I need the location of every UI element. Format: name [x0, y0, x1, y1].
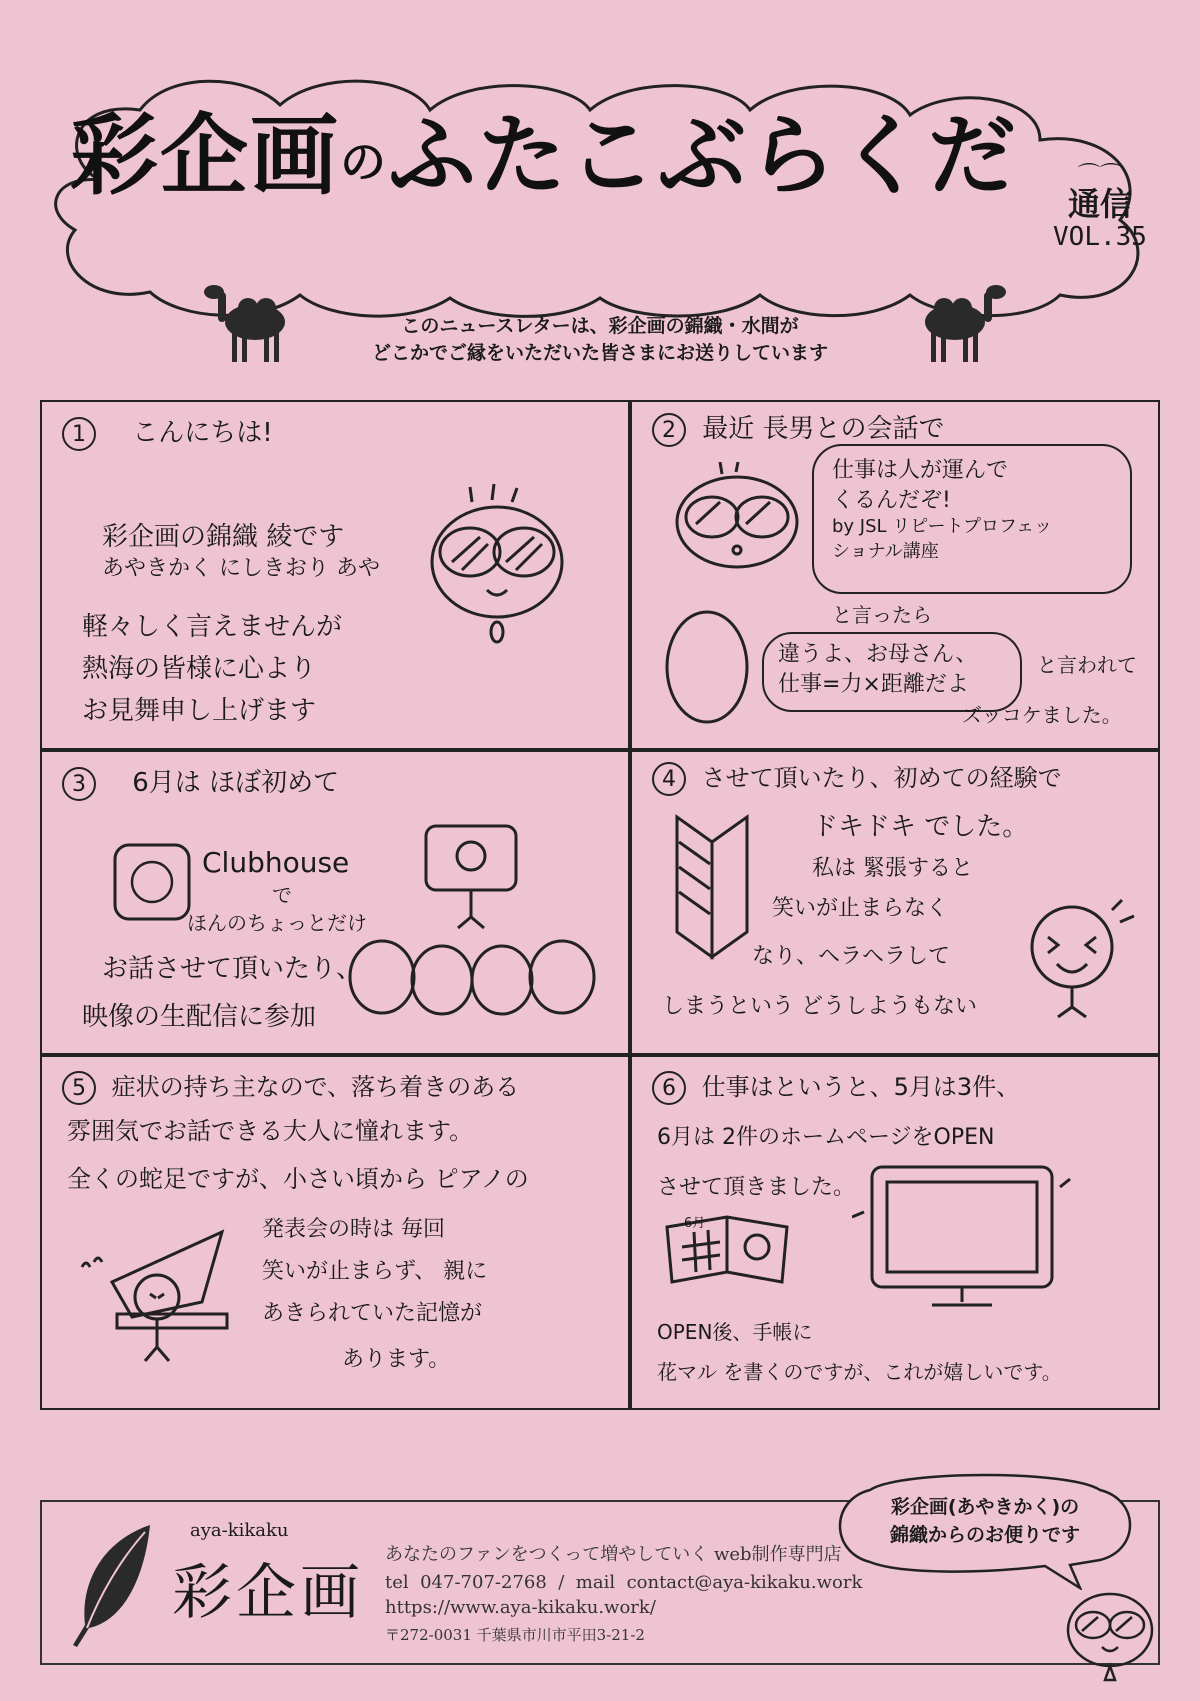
mail-label: mail [575, 1572, 616, 1593]
panel-line: Clubhouse [202, 846, 350, 879]
bubble-line: ショナル講座 [832, 540, 939, 562]
laughing-face-icon [1012, 892, 1142, 1022]
camel-icon [910, 280, 1010, 370]
website-url[interactable]: https://www.aya-kikaku.work/ [385, 1597, 656, 1618]
panel-line: あきられていた記憶が [262, 1301, 483, 1326]
panel-line: 6月は ほぼ初めて [132, 768, 340, 798]
title-rest: ふたこぶらくだ [388, 104, 1019, 207]
panel-line: 映像の生配信に参加 [82, 1002, 317, 1032]
panel-line: こんにちは! [132, 418, 273, 448]
camera-icon [422, 822, 522, 932]
panel-line: 発表会の時は 毎回 [262, 1217, 445, 1242]
bubble-line: by JSL リピートプロフェッ [832, 516, 1053, 538]
footer-tagline: あなたのファンをつくって増やしていく web制作専門店 [385, 1544, 842, 1565]
newsletter-title [70, 104, 1030, 207]
beginner-mark-icon [667, 812, 757, 962]
brand-romaji: aya-kikaku [190, 1520, 289, 1541]
tsushin-label: 通信 [1067, 185, 1132, 223]
tel-number[interactable]: 047-707-2768 [420, 1572, 547, 1593]
panel-line: しまうという どうしようもない [662, 994, 977, 1019]
speech-line: 錦織からのお便りです [889, 1523, 1080, 1546]
panel-line: 笑いが止まらず、 親に [262, 1259, 488, 1284]
bubble-line: 仕事は人が運んで [832, 458, 1009, 483]
panel-number: 1 [62, 417, 96, 451]
panel-2 [630, 400, 1160, 750]
panel-6 [630, 1055, 1160, 1410]
panel-4 [630, 750, 1160, 1055]
camel-icon [200, 280, 300, 370]
panel-line: で [272, 883, 292, 907]
footer-speech [840, 1478, 1130, 1570]
panel-5 [40, 1055, 630, 1410]
panel-line: 全くの蛇足ですが、小さい頃から ピアノの [67, 1165, 529, 1193]
panel-line: お見舞申し上げます [82, 696, 317, 726]
intro-text [290, 313, 910, 366]
brand-name: 彩企画 [172, 1558, 364, 1628]
panel-line: あります。 [342, 1347, 451, 1372]
comic-grid [40, 400, 1160, 1410]
tel-label: tel [385, 1572, 409, 1593]
panel-line: 6月は 2件のホームページをOPEN [657, 1125, 995, 1150]
panel-1 [40, 400, 630, 750]
intro-line: このニュースレターは、彩企画の錦織・水間が [401, 315, 799, 337]
panel-line: 私は 緊張すると [812, 856, 973, 881]
monitor-icon [852, 1157, 1072, 1317]
footer-contact [385, 1572, 862, 1593]
panel-number: 3 [62, 767, 96, 801]
panel-line: 花マル を書くのですが、これが嬉しいです。 [657, 1360, 1062, 1384]
bubble-line: くるんだぞ! [832, 487, 951, 513]
audience-heads-icon [342, 932, 602, 1032]
panel-line: ほんのちょっとだけ [187, 911, 367, 935]
speech-bubble [812, 444, 1132, 594]
panel-line: 症状の持ち主なので、落ち着きのある [111, 1073, 520, 1101]
volume-label [1040, 165, 1160, 252]
panel-line: と言われて [1037, 653, 1137, 677]
panel-line: 熱海の皆様に心より [82, 654, 317, 684]
panel-line: 軽々しく言えませんが [82, 612, 343, 642]
clubhouse-icon [112, 842, 192, 922]
panel-line: ドキドキ でした。 [812, 812, 1029, 842]
panel-line: ズッコケました。 [962, 703, 1122, 727]
panel-line: あやきかく にしきおり あや [102, 556, 380, 581]
panel-line: 彩企画の錦織 綾です [102, 522, 345, 552]
mascot-face-icon [1060, 1585, 1160, 1685]
character-face-icon [672, 462, 802, 582]
feather-pen-icon [65, 1520, 155, 1650]
panel-number: 5 [62, 1071, 96, 1105]
title-no: の [340, 134, 389, 189]
postal-address: 〒272-0031 千葉県市川市平田3-21-2 [385, 1626, 645, 1644]
panel-line: 雰囲気でお話できる大人に憧れます。 [67, 1117, 474, 1145]
panel-line: 最近 長男との会話で [702, 414, 945, 444]
mail-address[interactable]: contact@aya-kikaku.work [626, 1572, 863, 1593]
panel-line: なり、ヘラヘラして [752, 944, 951, 969]
panel-line: お話させて頂いたり、 [102, 954, 363, 984]
speech-bubble [762, 632, 1022, 712]
eyes-doodle: ⌒⌒ [1077, 163, 1122, 188]
piano-girl-icon [72, 1222, 252, 1372]
panel-number: 2 [652, 413, 686, 447]
speech-line: 彩企画(あやきかく)の [890, 1496, 1080, 1518]
volume-number: VOL.35 [1053, 222, 1147, 253]
bubble-line: 違うよ、お母さん、 [778, 642, 978, 667]
panel-number: 6 [652, 1071, 686, 1105]
panel-line: 笑いが止まらなく [772, 896, 949, 921]
calendar-notebook-icon [662, 1212, 792, 1292]
calendar-label: 6月 [684, 1216, 706, 1231]
character-face-icon [422, 482, 572, 652]
panel-line: 仕事はというと、5月は3件、 [701, 1073, 1021, 1101]
panel-line: させて頂きました。 [657, 1175, 856, 1200]
separator: / [558, 1572, 565, 1593]
bubble-line: 仕事=力×距離だよ [778, 671, 969, 697]
panel-line: と言ったら [832, 603, 932, 627]
title-main: 彩企画 [70, 104, 341, 207]
panel-line: させて頂いたり、初めての経験で [701, 764, 1062, 792]
panel-line: OPEN後、手帳に [657, 1320, 813, 1344]
intro-line: どこかでご縁をいただいた皆さまにお送りしています [371, 341, 828, 364]
panel-3 [40, 750, 630, 1055]
son-head-icon [662, 607, 752, 727]
panel-number: 4 [652, 762, 686, 796]
